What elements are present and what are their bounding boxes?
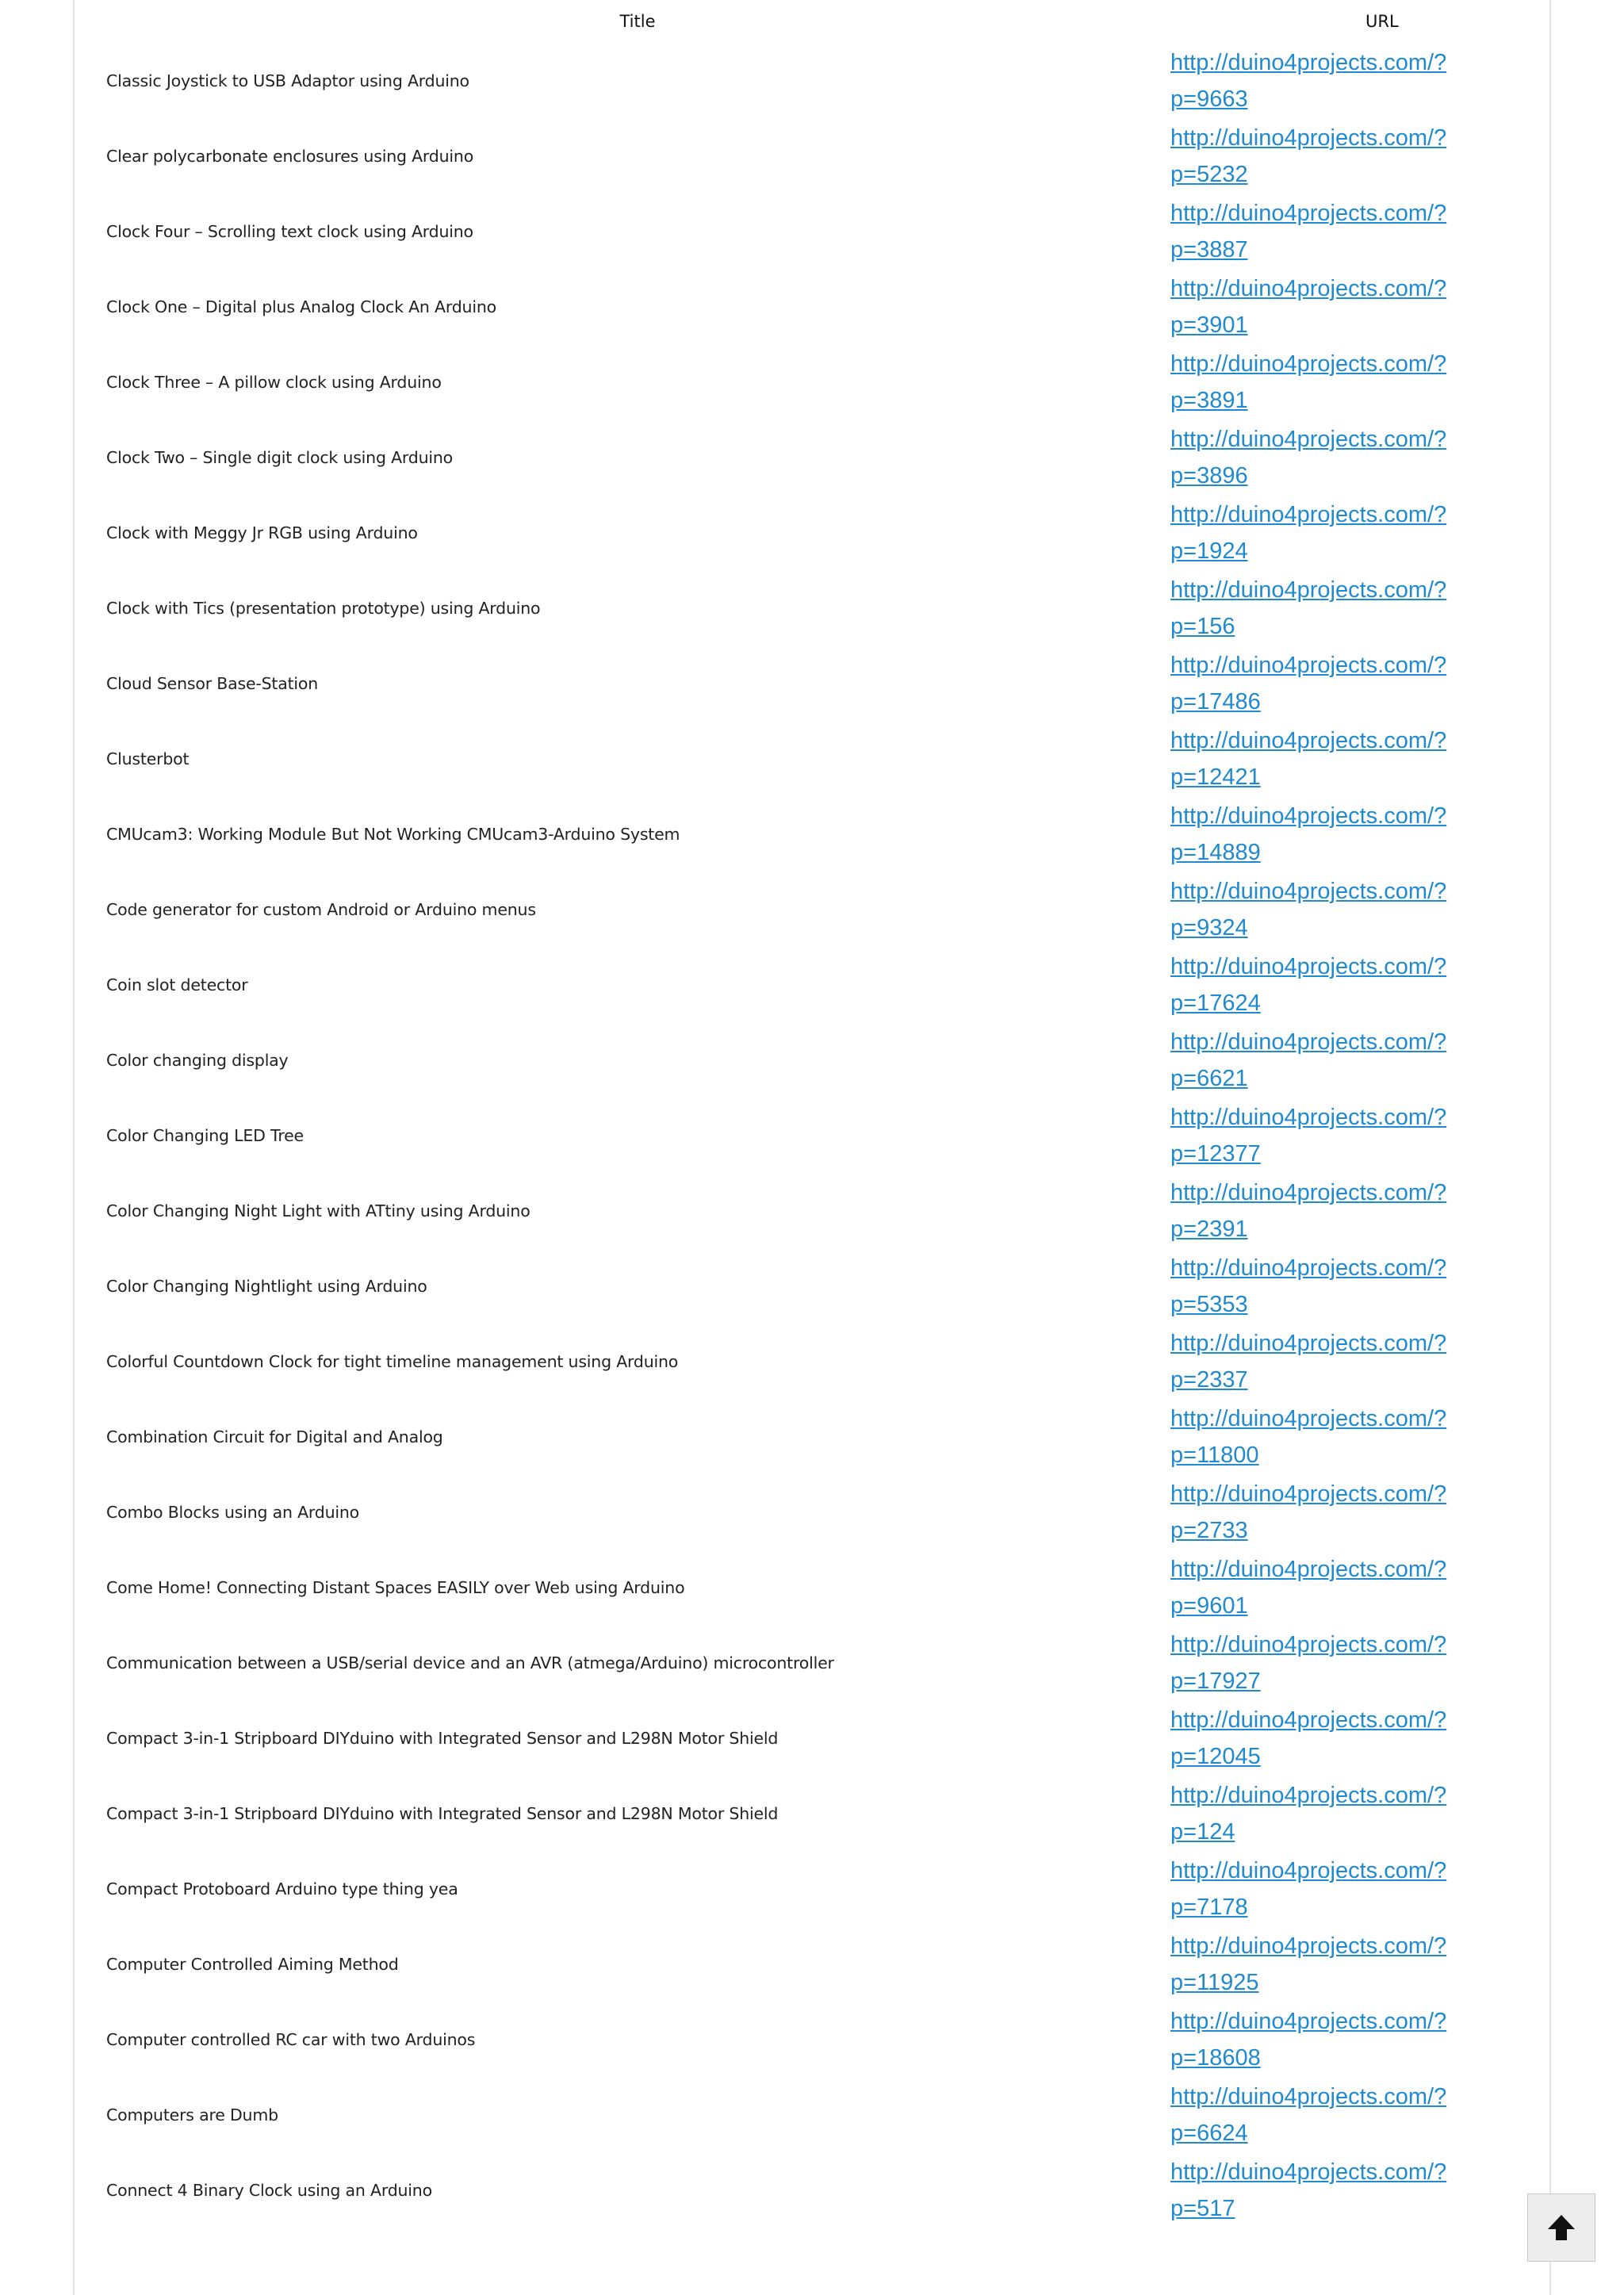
project-url-cell (1169, 1098, 1534, 1173)
project-url-cell (1169, 1399, 1534, 1474)
table-row (106, 2152, 1534, 2228)
table-row (106, 118, 1534, 193)
project-title: Connect 4 Binary Clock using an Arduino (106, 2180, 432, 2200)
table-row (106, 420, 1534, 495)
table-row (106, 1022, 1534, 1098)
project-title: Clock Four – Scrolling text clock using Arduino (106, 221, 473, 241)
project-url-link[interactable]: http://duino4projects.com/?p=11800 (1170, 1405, 1447, 1468)
project-title: Computer controlled RC car with two Arduinos (106, 2029, 476, 2049)
project-title: Combo Blocks using an Arduino (106, 1502, 360, 1522)
project-title: Compact 3-in-1 Stripboard DIYduino with Integrated Sensor and L298N Motor Shield (106, 1728, 779, 1748)
project-title: Colorful Countdown Clock for tight timeline management using Arduino (106, 1351, 679, 1371)
project-title: Clock Three – A pillow clock using Arduino (106, 372, 442, 392)
project-title: Cloud Sensor Base-Station (106, 673, 319, 693)
project-url-cell (1169, 796, 1534, 872)
table-row (106, 947, 1534, 1022)
project-url-cell (1169, 1173, 1534, 1248)
table-row (106, 1926, 1534, 2002)
project-url-cell (1169, 1324, 1534, 1399)
project-title: Clock Two – Single digit clock using Arduino (106, 447, 454, 467)
project-url-cell (1169, 43, 1534, 118)
table-row (106, 1173, 1534, 1248)
table-row (106, 646, 1534, 721)
project-url-link[interactable]: http://duino4projects.com/?p=2391 (1170, 1179, 1447, 1242)
table-row (106, 43, 1534, 118)
project-url-link[interactable]: http://duino4projects.com/?p=6624 (1170, 2083, 1447, 2146)
project-url-link[interactable]: http://duino4projects.com/?p=156 (1170, 577, 1447, 639)
project-title: Clock with Tics (presentation prototype) using Arduino (106, 598, 541, 618)
project-title: Classic Joystick to USB Adaptor using Arduino (106, 71, 469, 90)
project-title: Clock with Meggy Jr RGB using Arduino (106, 523, 418, 542)
table-row (106, 1550, 1534, 1625)
project-url-link[interactable]: http://duino4projects.com/?p=5353 (1170, 1255, 1447, 1317)
project-url-link[interactable]: http://duino4projects.com/?p=7178 (1170, 1857, 1447, 1920)
project-url-cell (1169, 721, 1534, 796)
project-url-link[interactable]: http://duino4projects.com/?p=12377 (1170, 1104, 1447, 1167)
project-url-link[interactable]: http://duino4projects.com/?p=517 (1170, 2159, 1447, 2221)
project-title: Compact 3-in-1 Stripboard DIYduino with Integrated Sensor and L298N Motor Shield (106, 1803, 779, 1823)
project-title: Color Changing Nightlight using Arduino (106, 1276, 427, 1296)
project-title: Computer Controlled Aiming Method (106, 1954, 399, 1974)
project-url-cell (1169, 1550, 1534, 1625)
table-row (106, 1776, 1534, 1851)
project-url-cell (1169, 1851, 1534, 1926)
table-row (106, 721, 1534, 796)
project-title: Clusterbot (106, 749, 190, 768)
table-header-row (106, 0, 1534, 43)
project-url-link[interactable]: http://duino4projects.com/?p=3901 (1170, 275, 1447, 338)
project-title: Code generator for custom Android or Arduino menus (106, 899, 536, 919)
table-row (106, 1098, 1534, 1173)
project-url-cell (1169, 1248, 1534, 1324)
project-url-cell (1169, 420, 1534, 495)
table-body (106, 43, 1534, 2228)
project-url-cell (1169, 1022, 1534, 1098)
project-url-link[interactable]: http://duino4projects.com/?p=2733 (1170, 1481, 1447, 1543)
title-column-header: Title (619, 12, 656, 31)
project-url-link[interactable]: http://duino4projects.com/?p=3896 (1170, 426, 1447, 489)
table-row (106, 1700, 1534, 1776)
project-url-cell (1169, 1700, 1534, 1776)
project-url-cell (1169, 1474, 1534, 1550)
table-row (106, 1248, 1534, 1324)
table-row (106, 193, 1534, 269)
project-url-cell (1169, 1776, 1534, 1851)
project-url-cell (1169, 1625, 1534, 1700)
project-title: Color Changing LED Tree (106, 1125, 304, 1145)
table-row (106, 796, 1534, 872)
table-row (106, 1625, 1534, 1700)
project-title: Color Changing Night Light with ATtiny using Arduino (106, 1201, 530, 1220)
project-url-cell (1169, 570, 1534, 646)
project-url-link[interactable]: http://duino4projects.com/?p=11925 (1170, 1933, 1447, 1995)
project-url-link[interactable]: http://duino4projects.com/?p=5232 (1170, 125, 1447, 187)
table-row (106, 872, 1534, 947)
project-title: Computers are Dumb (106, 2105, 278, 2125)
project-url-cell (1169, 872, 1534, 947)
project-url-link[interactable]: http://duino4projects.com/?p=9324 (1170, 878, 1447, 941)
project-url-link[interactable]: http://duino4projects.com/?p=17927 (1170, 1631, 1447, 1694)
project-url-link[interactable]: http://duino4projects.com/?p=2337 (1170, 1330, 1447, 1393)
table-row (106, 2077, 1534, 2152)
project-url-cell (1169, 495, 1534, 570)
project-url-link[interactable]: http://duino4projects.com/?p=9663 (1170, 49, 1447, 112)
table-row (106, 269, 1534, 344)
project-url-cell (1169, 947, 1534, 1022)
project-url-cell (1169, 2077, 1534, 2152)
project-title: Coin slot detector (106, 975, 248, 994)
project-url-cell (1169, 1926, 1534, 2002)
table-row (106, 1474, 1534, 1550)
project-url-cell (1169, 646, 1534, 721)
project-url-link[interactable]: http://duino4projects.com/?p=6621 (1170, 1029, 1447, 1091)
project-url-cell (1169, 118, 1534, 193)
project-title: Communication between a USB/serial device and an AVR (atmega/Arduino) microcontroller (106, 1653, 834, 1672)
table-row (106, 570, 1534, 646)
project-url-link[interactable]: http://duino4projects.com/?p=18608 (1170, 2008, 1447, 2071)
project-url-cell (1169, 2002, 1534, 2077)
project-url-cell (1169, 2152, 1534, 2228)
project-title: Clock One – Digital plus Analog Clock An Arduino (106, 297, 496, 316)
project-url-cell (1169, 269, 1534, 344)
project-url-link[interactable]: http://duino4projects.com/?p=14889 (1170, 803, 1447, 865)
table-row (106, 1399, 1534, 1474)
table-row (106, 344, 1534, 420)
table-row (106, 495, 1534, 570)
project-url-link[interactable]: http://duino4projects.com/?p=3887 (1170, 200, 1447, 262)
project-title: Combination Circuit for Digital and Analog (106, 1427, 443, 1446)
project-url-link[interactable]: http://duino4projects.com/?p=3891 (1170, 351, 1447, 413)
project-title: Compact Protoboard Arduino type thing yea (106, 1879, 458, 1898)
content-area (73, 0, 1551, 2295)
project-url-link[interactable]: http://duino4projects.com/?p=9601 (1170, 1556, 1447, 1619)
project-title: CMUcam3: Working Module But Not Working CMUcam3-Arduino System (106, 824, 680, 844)
table-row (106, 1324, 1534, 1399)
project-url-cell (1169, 193, 1534, 269)
table-row (106, 1851, 1534, 1926)
project-url-link[interactable]: http://duino4projects.com/?p=12421 (1170, 727, 1447, 790)
arrow-up-icon (1545, 2212, 1577, 2243)
url-column-header: URL (1365, 12, 1399, 31)
projects-table (106, 0, 1534, 2228)
scroll-to-top-button[interactable] (1527, 2193, 1595, 2262)
project-url-link[interactable]: http://duino4projects.com/?p=124 (1170, 1782, 1447, 1845)
project-url-cell (1169, 344, 1534, 420)
table-row (106, 2002, 1534, 2077)
project-url-link[interactable]: http://duino4projects.com/?p=12045 (1170, 1707, 1447, 1769)
project-title: Come Home! Connecting Distant Spaces EASILY over Web using Arduino (106, 1577, 685, 1597)
project-url-link[interactable]: http://duino4projects.com/?p=17486 (1170, 652, 1447, 715)
project-url-link[interactable]: http://duino4projects.com/?p=1924 (1170, 501, 1447, 564)
project-title: Color changing display (106, 1050, 289, 1070)
project-title: Clear polycarbonate enclosures using Arduino (106, 146, 474, 166)
project-url-link[interactable]: http://duino4projects.com/?p=17624 (1170, 953, 1447, 1016)
